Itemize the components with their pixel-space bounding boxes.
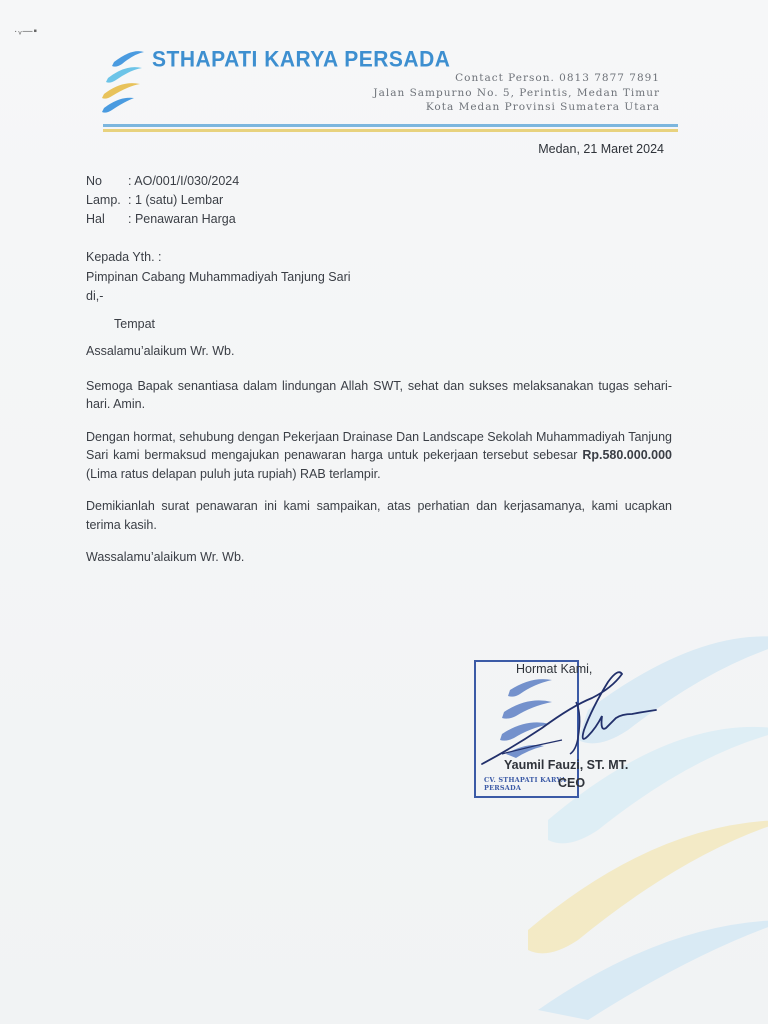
paragraph-1: Semoga Bapak senantiasa dalam lindungan Allah SWT, sehat dan sukses melaksanakan tugas sehari-hari. Amin. — [86, 378, 672, 411]
letter-meta — [86, 172, 239, 229]
stamp-text: CV. STHAPATI KARYA PERSADA — [484, 776, 567, 792]
signer-title: CEO — [558, 776, 586, 790]
meta-attachment-label: Lamp. — [86, 193, 121, 207]
contact-person: Contact Person. 0813 7877 7891 — [455, 72, 660, 84]
regards-text: Hormat Kami, — [516, 662, 593, 676]
meta-number-label: No — [86, 174, 102, 188]
address-line-1: Jalan Sampurno No. 5, Perintis, Medan Timur — [373, 86, 660, 99]
meta-number — [86, 172, 239, 191]
signature-block — [472, 658, 672, 808]
recipient-di: di,- — [86, 289, 104, 303]
closing-salutation: Wassalamu’alaikum Wr. Wb. — [86, 550, 245, 564]
recipient-greeting: Kepada Yth. : — [86, 250, 162, 264]
header-rule-blue — [103, 124, 678, 127]
meta-subject — [86, 210, 239, 229]
offer-amount: Rp.580.000.000 — [582, 448, 672, 462]
letter-body — [86, 342, 672, 581]
address-line-2: Kota Medan Provinsi Sumatera Utara — [425, 101, 660, 113]
recipient-place: Tempat — [114, 316, 155, 331]
paragraph-2-text: Dengan hormat, sehubung dengan Pekerjaan Drainase Dan Landscape Sekolah Muhammadiyah Tanjung Sari kami bermaksud mengajukan penawaran harga untuk pekerjaan tersebut sebesar — [86, 429, 672, 462]
meta-subject-label: Hal — [86, 212, 105, 226]
company-name: STHAPATI KARYA PERSADA — [152, 47, 451, 72]
meta-attachment-value: : 1 (satu) Lembar — [128, 193, 224, 207]
letter-date: Medan, 21 Maret 2024 — [538, 142, 664, 156]
contact-info — [373, 71, 660, 115]
recipient-name: Pimpinan Cabang Muhammadiyah Tanjung Sari — [86, 269, 351, 284]
recipient-block — [86, 248, 351, 334]
header-rule-yellow — [103, 129, 678, 132]
meta-number-value: : AO/001/I/030/2024 — [128, 174, 240, 188]
paragraph-2-text-end: (Lima ratus delapan puluh juta rupiah) RAB terlampir. — [86, 466, 381, 481]
meta-attachment — [86, 191, 239, 210]
paragraph-3: Demikianlah surat penawaran ini kami sampaikan, atas perhatian dan kerjasamanya, kami ucapkan terima kasih. — [86, 499, 672, 532]
paragraph-2 — [86, 428, 672, 484]
scan-mark: ·ᵥ—▪ — [14, 26, 39, 37]
meta-subject-value: : Penawaran Harga — [128, 212, 236, 226]
company-logo-icon — [98, 46, 150, 118]
opening-salutation: Assalamu’alaikum Wr. Wb. — [86, 344, 235, 358]
signer-name: Yaumil Fauzi, ST. MT. — [504, 758, 629, 772]
